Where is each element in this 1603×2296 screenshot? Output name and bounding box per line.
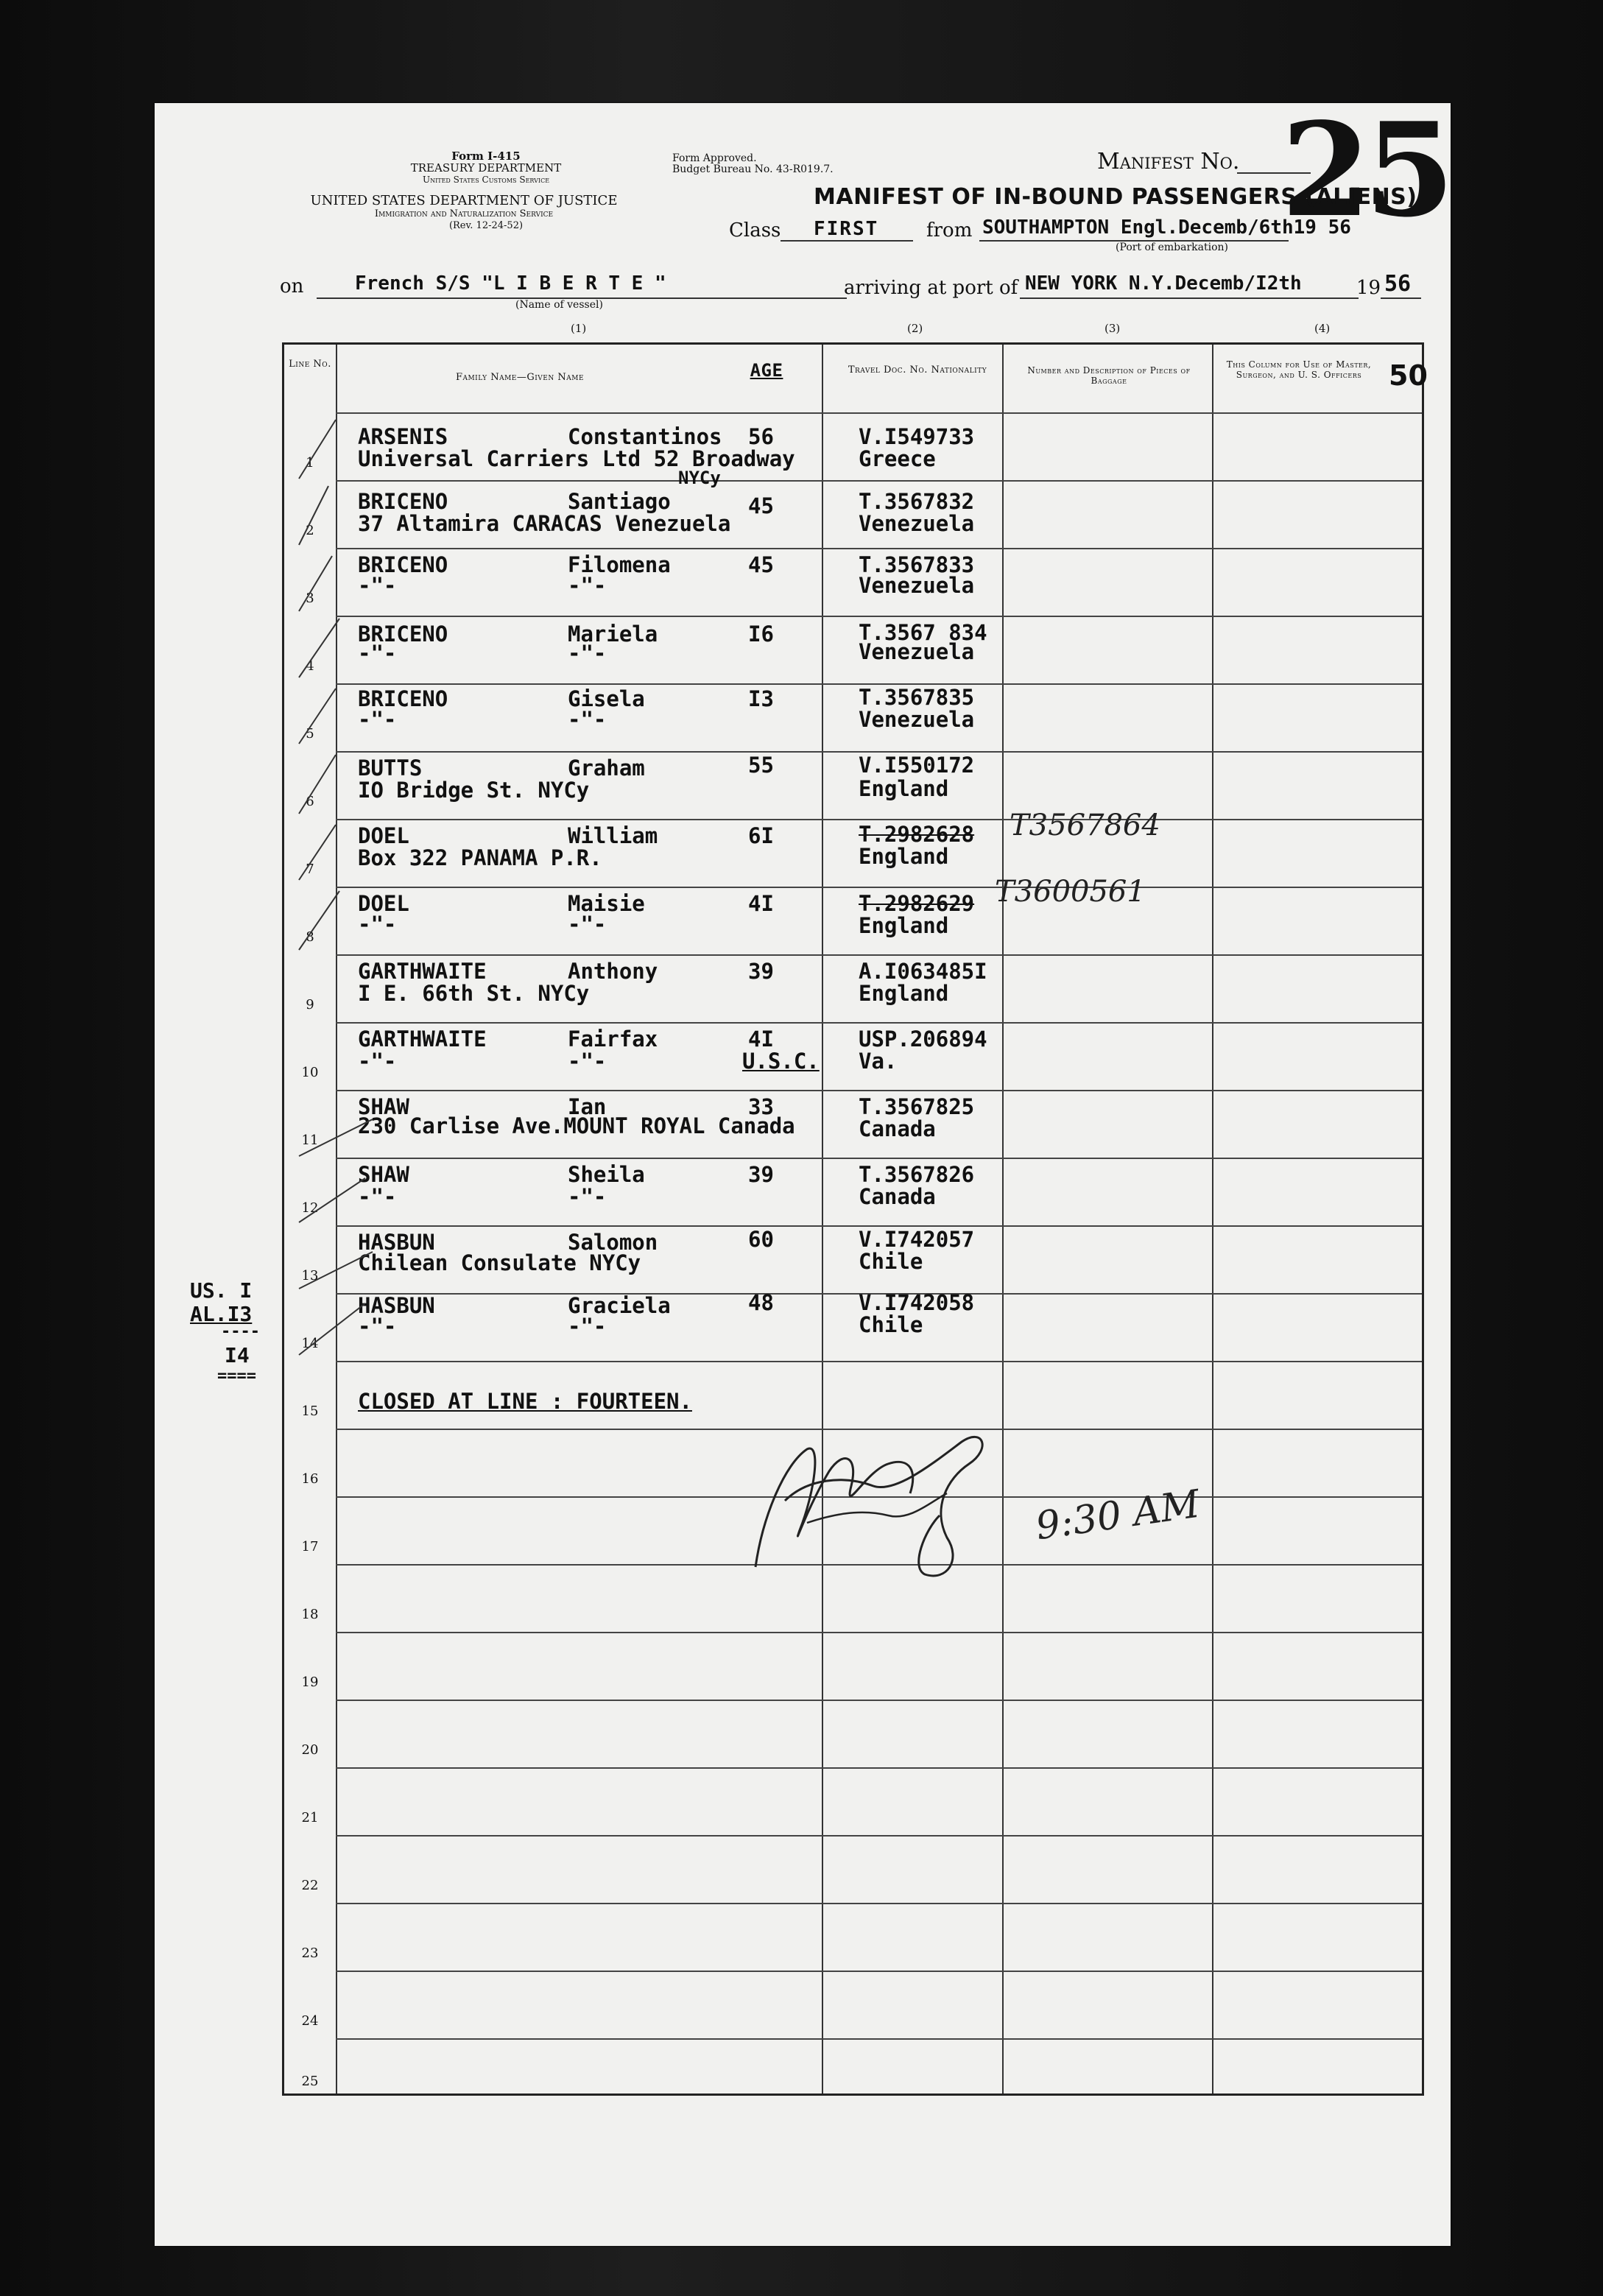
address: -"-	[358, 1184, 397, 1209]
given-name: Fairfax	[568, 1026, 658, 1052]
row-line	[336, 548, 1422, 549]
line-number: 5	[306, 726, 314, 742]
given-name: Ian	[568, 1094, 607, 1119]
given-name: Graham	[568, 756, 645, 781]
row-line	[336, 1835, 1422, 1837]
given-name: Sheila	[568, 1162, 645, 1187]
travel-doc: V.I549733	[859, 424, 975, 449]
address: -"-	[358, 1049, 397, 1074]
nationality: Greece	[859, 446, 936, 471]
family-name: BRICENO	[358, 552, 448, 577]
age: 56	[748, 424, 774, 449]
address: 230 Carlise Ave.MOUNT ROYAL Canada	[358, 1113, 795, 1138]
given-name: Filomena	[568, 552, 671, 577]
arrival-value: NEW YORK N.Y.Decemb/I2th	[1025, 272, 1302, 295]
age: 45	[748, 552, 774, 577]
row-line	[336, 616, 1422, 617]
age: 55	[748, 753, 774, 778]
class-line	[781, 240, 913, 242]
line-number: 7	[306, 862, 314, 877]
col-marker-1: (1)	[571, 322, 587, 335]
customs-service: United States Customs Service	[422, 175, 550, 185]
line-number: 19	[301, 1675, 319, 1690]
address-cont: NYCy	[678, 468, 721, 488]
travel-doc: T.3567 834	[859, 620, 987, 645]
address-cont: -"-	[568, 1049, 607, 1074]
row-line	[336, 887, 1422, 888]
travel-doc: A.I063485I	[859, 959, 987, 984]
hdr-age: AGE	[750, 360, 783, 381]
address-cont: -"-	[568, 1314, 607, 1339]
age: 39	[748, 959, 774, 984]
col-divider-baggage	[1212, 345, 1213, 2093]
family-name: DOEL	[358, 823, 409, 848]
line-number: 11	[301, 1133, 319, 1148]
ins-service: Immigration and Naturalization Service	[374, 208, 554, 219]
row-line	[336, 2038, 1422, 2040]
nationality: Chile	[859, 1312, 923, 1337]
nationality: Chile	[859, 1249, 923, 1274]
given-name: Santiago	[568, 489, 671, 514]
family-name: BRICENO	[358, 621, 448, 647]
address: -"-	[358, 573, 397, 598]
hdr-officers: This Column for Use of Master, Surgeon, and U. S. Officers	[1226, 359, 1372, 380]
address: -"-	[358, 641, 397, 666]
given-name: Maisie	[568, 891, 645, 916]
justice-dept: UNITED STATES DEPARTMENT OF JUSTICE	[310, 193, 618, 208]
col-marker-4: (4)	[1314, 322, 1331, 335]
line-number: 8	[306, 929, 314, 945]
nationality: Venezuela	[859, 573, 975, 598]
given-name: Gisela	[568, 686, 645, 711]
margin-note: AL.I3	[190, 1302, 253, 1326]
class-label: Class	[729, 219, 781, 242]
given-name: Mariela	[568, 621, 658, 647]
line-number: 14	[301, 1336, 319, 1351]
row-line	[336, 1632, 1422, 1633]
travel-doc: T.3567832	[859, 489, 975, 514]
age: 60	[748, 1227, 774, 1252]
port-embarkation-caption: (Port of embarkation)	[1116, 242, 1228, 253]
on-label: on	[280, 275, 304, 297]
age: 4I	[748, 1026, 774, 1052]
handwritten-signature	[741, 1405, 1050, 1596]
row-line	[336, 954, 1422, 956]
given-name: Anthony	[568, 959, 658, 984]
nationality: Venezuela	[859, 639, 975, 664]
manifest-no-label: Manifest No.	[1097, 149, 1240, 175]
address: Universal Carriers Ltd 52 Broadway	[358, 446, 795, 471]
given-name: Constantinos	[568, 424, 722, 449]
budget-bureau: Budget Bureau No. 43-R019.7.	[672, 163, 834, 175]
row-line	[336, 1022, 1422, 1024]
given-name: Salomon	[568, 1230, 658, 1255]
nationality: Venezuela	[859, 707, 975, 732]
closed-at-line: CLOSED AT LINE : FOURTEEN.	[358, 1389, 692, 1414]
officers-count: 50	[1389, 359, 1428, 392]
line-number: 23	[301, 1945, 319, 1961]
nationality: Canada	[859, 1184, 936, 1209]
passenger-table	[282, 342, 1428, 2096]
line-number: 10	[301, 1065, 319, 1080]
address: Box 322 PANAMA P.R.	[358, 845, 602, 870]
address: -"-	[358, 707, 397, 732]
travel-doc: V.I550172	[859, 753, 975, 778]
row-line	[336, 1767, 1422, 1769]
address: -"-	[358, 1314, 397, 1339]
address: IO Bridge St. NYCy	[358, 778, 590, 803]
age: 45	[748, 493, 774, 518]
line-number: 2	[306, 523, 314, 538]
address: 37 Altamira CARACAS Venezuela	[358, 511, 731, 536]
travel-doc: T.3567825	[859, 1094, 975, 1119]
margin-note: US. I	[190, 1278, 253, 1303]
nationality: Canada	[859, 1116, 936, 1141]
family-name: SHAW	[358, 1094, 409, 1119]
given-name: William	[568, 823, 658, 848]
form-revision: (Rev. 12-24-52)	[448, 220, 524, 231]
travel-doc: T.2982629	[859, 891, 975, 916]
manifest-title: MANIFEST OF IN-BOUND PASSENGERS (ALIENS)	[814, 184, 1417, 210]
row-line	[336, 1090, 1422, 1091]
line-number: 18	[301, 1607, 319, 1622]
vessel-caption: (Name of vessel)	[515, 299, 603, 311]
address: Chilean Consulate NYCy	[358, 1250, 641, 1275]
family-name: SHAW	[358, 1162, 409, 1187]
family-name: ARSENIS	[358, 424, 448, 449]
line-number: 24	[301, 2013, 319, 2029]
nationality: England	[859, 981, 949, 1006]
family-name: GARTHWAITE	[358, 1026, 487, 1052]
header-bottom-line	[336, 412, 1422, 414]
given-name: Graciela	[568, 1293, 671, 1318]
family-name: BRICENO	[358, 686, 448, 711]
hdr-baggage: Number and Description of Pieces of Baggage	[1027, 365, 1191, 386]
hdr-line-no: Line No.	[289, 359, 331, 370]
age: 48	[748, 1290, 774, 1315]
family-name: HASBUN	[358, 1293, 435, 1318]
line-number: 17	[301, 1539, 319, 1554]
from-value: SOUTHAMPTON Engl.Decemb/6th19 56	[982, 216, 1351, 239]
address-cont: -"-	[568, 1184, 607, 1209]
travel-doc: T.3567835	[859, 685, 975, 710]
line-number: 9	[306, 997, 314, 1013]
nationality: Venezuela	[859, 511, 975, 536]
tally-marks	[284, 412, 476, 1370]
age: 33	[748, 1094, 774, 1119]
year-printed: 19	[1356, 277, 1381, 299]
year-value: 56	[1384, 271, 1412, 297]
line-number: 1	[306, 455, 314, 471]
form-approved: Form Approved.	[672, 152, 757, 164]
family-name: BUTTS	[358, 756, 423, 781]
col-divider-name	[822, 345, 823, 2093]
hdr-travel-doc: Travel Doc. No. Nationality	[848, 365, 987, 376]
travel-doc: V.I742058	[859, 1290, 975, 1315]
age: I6	[748, 621, 774, 647]
line-number: 21	[301, 1810, 319, 1825]
line-number: 6	[306, 794, 314, 809]
age-note: U.S.C.	[742, 1049, 820, 1074]
travel-doc: T.3567833	[859, 552, 975, 577]
col-marker-2: (2)	[907, 322, 923, 335]
line-number: 20	[301, 1742, 319, 1758]
age: I3	[748, 686, 774, 711]
handwritten-doc-correction: T3567864	[1010, 809, 1160, 842]
nationality: Va.	[859, 1049, 898, 1074]
row-line	[336, 819, 1422, 820]
arriving-label: arriving at port of	[844, 277, 1018, 299]
nationality: England	[859, 913, 949, 938]
line-number: 25	[301, 2074, 319, 2089]
line-number: 13	[301, 1268, 319, 1283]
age: 4I	[748, 891, 774, 916]
row-line	[336, 1903, 1422, 1904]
family-name: BRICENO	[358, 489, 448, 514]
line-number: 12	[301, 1200, 319, 1216]
nationality: England	[859, 844, 949, 869]
line-number: 4	[306, 658, 314, 674]
hdr-name: Family Name—Given Name	[455, 372, 585, 383]
address: I E. 66th St. NYCy	[358, 981, 590, 1006]
family-name: HASBUN	[358, 1230, 435, 1255]
handwritten-time-note: 9:30 AM	[1032, 1482, 1203, 1549]
manifest-number: 25	[1281, 95, 1449, 246]
row-line	[336, 1971, 1422, 1972]
line-number: 16	[301, 1471, 319, 1487]
address-cont: -"-	[568, 912, 607, 937]
address-cont: -"-	[568, 641, 607, 666]
family-name: GARTHWAITE	[358, 959, 487, 984]
family-name: DOEL	[358, 891, 409, 916]
margin-note: I4	[225, 1343, 250, 1367]
address: -"-	[358, 912, 397, 937]
travel-doc: T.3567826	[859, 1162, 975, 1187]
age: 6I	[748, 823, 774, 848]
travel-doc: T.2982628	[859, 822, 975, 847]
address-cont: -"-	[568, 573, 607, 598]
margin-note: ----	[221, 1323, 260, 1341]
col-divider-doc	[1002, 345, 1004, 2093]
row-line	[336, 480, 1422, 482]
class-value: FIRST	[814, 218, 879, 240]
row-line	[336, 1700, 1422, 1701]
year-line	[1381, 297, 1421, 299]
nationality: England	[859, 776, 949, 801]
treasury-dept: TREASURY DEPARTMENT	[410, 161, 562, 175]
line-number: 3	[306, 591, 314, 606]
age: 39	[748, 1162, 774, 1187]
form-number: Form I-415	[451, 149, 521, 163]
address-cont: -"-	[568, 707, 607, 732]
margin-note: ====	[217, 1367, 256, 1385]
from-label: from	[926, 219, 973, 242]
arrival-line	[1020, 297, 1359, 299]
col-marker-3: (3)	[1105, 322, 1121, 335]
handwritten-doc-correction: T3600561	[995, 875, 1146, 909]
line-number: 15	[301, 1404, 319, 1419]
line-number: 22	[301, 1878, 319, 1893]
row-line	[336, 1361, 1422, 1362]
travel-doc: V.I742057	[859, 1227, 975, 1252]
travel-doc: USP.206894	[859, 1026, 987, 1052]
row-line	[336, 1158, 1422, 1159]
vessel-value: French S/S "L I B E R T E "	[355, 272, 666, 295]
